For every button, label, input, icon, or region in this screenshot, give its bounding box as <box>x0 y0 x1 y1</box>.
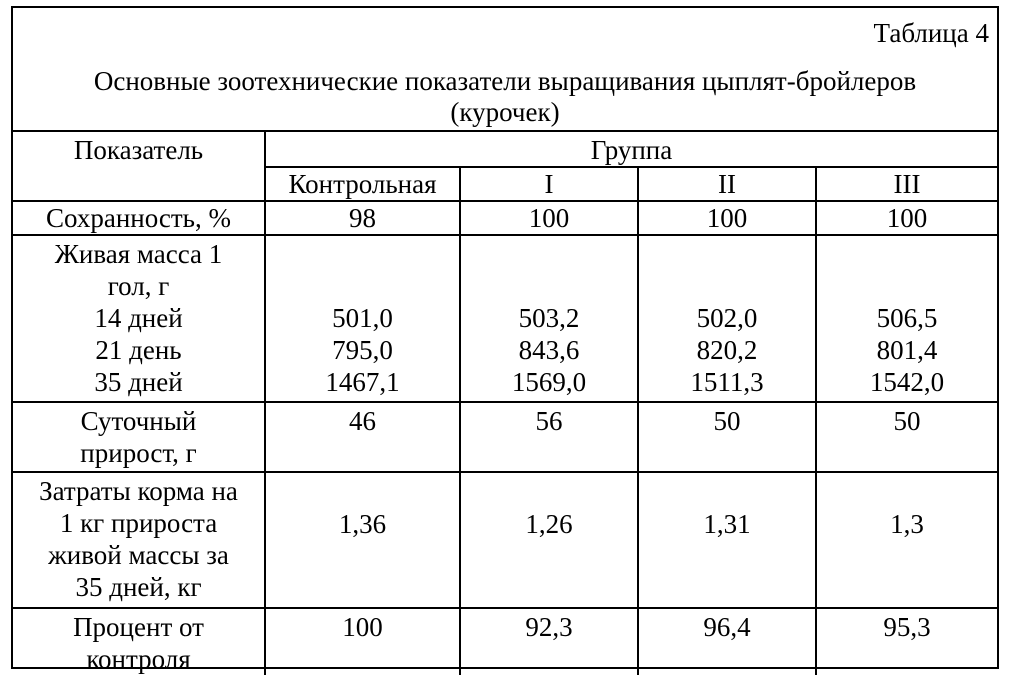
header-group-1: I <box>460 167 638 201</box>
row-label: Сохранность, % <box>13 201 265 235</box>
cell-value: 100 <box>265 608 460 675</box>
row-label <box>13 608 265 675</box>
value-21d: 801,4 <box>876 335 938 365</box>
label-line: Затраты корма на <box>39 476 238 506</box>
data-table <box>13 130 997 675</box>
cell-value: 56 <box>460 402 638 472</box>
label-line: живой массы за <box>48 540 229 570</box>
table-row <box>13 472 997 608</box>
value-14d: 503,2 <box>518 303 580 333</box>
cell-value: 1,3 <box>816 472 997 608</box>
label-line: прирост, г <box>80 438 197 468</box>
value-35d: 1511,3 <box>690 367 764 397</box>
cell-value: 100 <box>816 201 997 235</box>
cell-value <box>638 235 816 402</box>
label-line: Процент от <box>73 612 204 642</box>
label-line: 14 дней <box>94 303 183 333</box>
value-35d: 1542,0 <box>869 367 945 397</box>
cell-value: 1,26 <box>460 472 638 608</box>
table-number: Таблица 4 <box>873 18 989 48</box>
value-21d: 795,0 <box>332 335 393 365</box>
header-group-control: Контрольная <box>265 167 460 201</box>
table-caption <box>13 8 997 130</box>
label-line: Живая масса 1 <box>54 239 223 269</box>
label-line: 35 дней, кг <box>75 572 202 602</box>
label-line: 35 дней <box>94 367 183 397</box>
cell-value <box>460 235 638 402</box>
table-title: Основные зоотехнические показатели выращивания цыплят-бройлеров (курочек) <box>93 66 917 127</box>
table-row <box>13 608 997 675</box>
cell-value: 100 <box>460 201 638 235</box>
header-row-1 <box>13 131 997 167</box>
cell-value: 96,4 <box>638 608 816 675</box>
cell-value: 100 <box>638 201 816 235</box>
table-row <box>13 201 997 235</box>
cell-value: 50 <box>638 402 816 472</box>
value-35d: 1467,1 <box>325 367 400 397</box>
cell-value <box>265 235 460 402</box>
row-label <box>13 235 265 402</box>
table-frame <box>11 6 999 674</box>
value-21d: 843,6 <box>518 335 580 365</box>
cell-value: 46 <box>265 402 460 472</box>
header-group-2: II <box>638 167 816 201</box>
cell-value: 92,3 <box>460 608 638 675</box>
cell-value: 95,3 <box>816 608 997 675</box>
value-14d: 502,0 <box>696 303 758 333</box>
cell-value: 1,31 <box>638 472 816 608</box>
label-line: Суточный <box>80 406 197 436</box>
label-line: 1 кг прироста <box>59 508 218 538</box>
cell-value <box>816 235 997 402</box>
row-label <box>13 402 265 472</box>
label-line: контроля <box>86 644 191 674</box>
label-line: 21 день <box>95 335 182 365</box>
value-21d: 820,2 <box>696 335 758 365</box>
value-14d: 501,0 <box>332 303 393 333</box>
header-group-3: III <box>816 167 997 201</box>
cell-value: 1,36 <box>265 472 460 608</box>
value-14d: 506,5 <box>876 303 938 333</box>
cell-value: 50 <box>816 402 997 472</box>
label-line: гол, г <box>107 271 170 301</box>
header-group: Группа <box>265 131 997 167</box>
table-row <box>13 402 997 472</box>
value-35d: 1569,0 <box>511 367 587 397</box>
header-indicator: Показатель <box>13 131 265 201</box>
cell-value: 98 <box>265 201 460 235</box>
table-row <box>13 235 997 402</box>
row-label <box>13 472 265 608</box>
